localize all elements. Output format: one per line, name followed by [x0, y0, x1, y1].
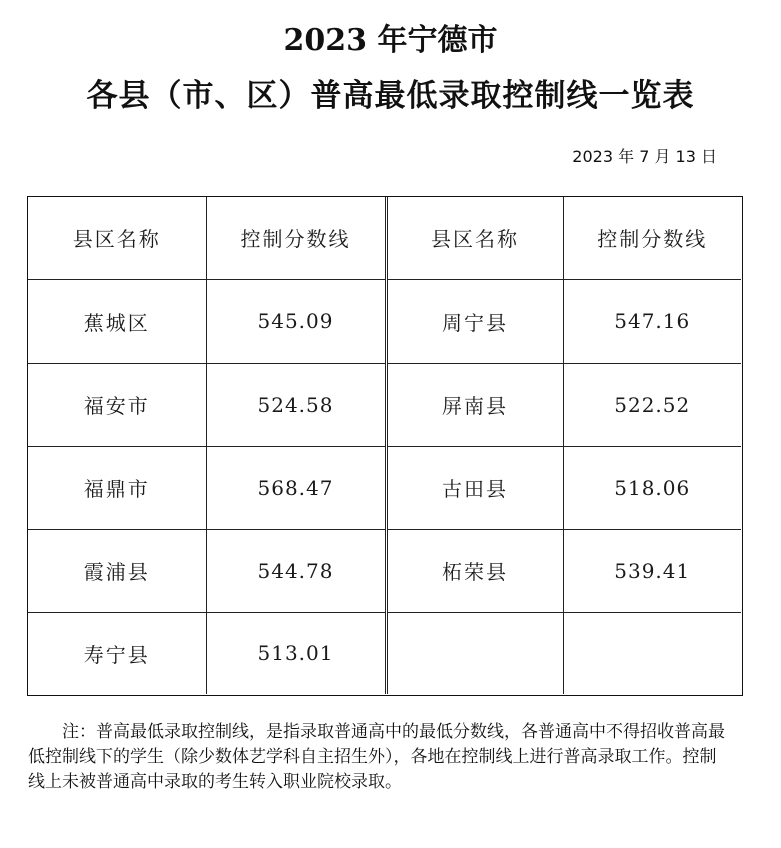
score-value: 568.47 — [206, 446, 386, 529]
header-score-right: 控制分数线 — [563, 197, 741, 279]
score-table — [28, 197, 741, 694]
district-name: 福鼎市 — [28, 446, 206, 529]
header-district-left: 县区名称 — [28, 197, 206, 279]
page-title-line-2: 各县（市、区）普高最低录取控制线一览表 — [86, 78, 695, 114]
table-row — [28, 279, 741, 363]
district-name: 柘荣县 — [386, 529, 563, 612]
header-score-left: 控制分数线 — [206, 197, 386, 279]
score-value: 547.16 — [563, 279, 741, 363]
score-value: 522.52 — [563, 363, 741, 446]
header-district-right: 县区名称 — [386, 197, 563, 279]
score-value: 544.78 — [206, 529, 386, 612]
district-name: 福安市 — [28, 363, 206, 446]
publish-date: 2023 年 7 月 13 日 — [572, 147, 717, 166]
district-name: 寿宁县 — [28, 612, 206, 694]
table-row — [28, 529, 741, 612]
table-row — [28, 363, 741, 446]
district-name: 周宁县 — [386, 279, 563, 363]
score-value: 518.06 — [563, 446, 741, 529]
page-title-line-1: 2023 年宁德市 — [283, 23, 498, 58]
empty-cell — [563, 612, 741, 694]
district-name: 霞浦县 — [28, 529, 206, 612]
score-value: 524.58 — [206, 363, 386, 446]
table-row — [28, 446, 741, 529]
score-value: 513.01 — [206, 612, 386, 694]
district-name: 蕉城区 — [28, 279, 206, 363]
score-value: 539.41 — [563, 529, 741, 612]
district-name: 屏南县 — [386, 363, 563, 446]
table-row — [28, 612, 741, 694]
score-table-frame — [27, 196, 743, 696]
table-header-row — [28, 197, 741, 279]
district-name: 古田县 — [386, 446, 563, 529]
footnote: 注：普高最低录取控制线，是指录取普通高中的最低分数线，各普通高中不得招收普高最低控制线下的学生（除少数体艺学科自主招生外），各地在控制线上进行普高录取工作。控制线上未被普通高中录取的考生转入职业院校录取。 — [28, 722, 725, 792]
empty-cell — [386, 612, 563, 694]
score-value: 545.09 — [206, 279, 386, 363]
